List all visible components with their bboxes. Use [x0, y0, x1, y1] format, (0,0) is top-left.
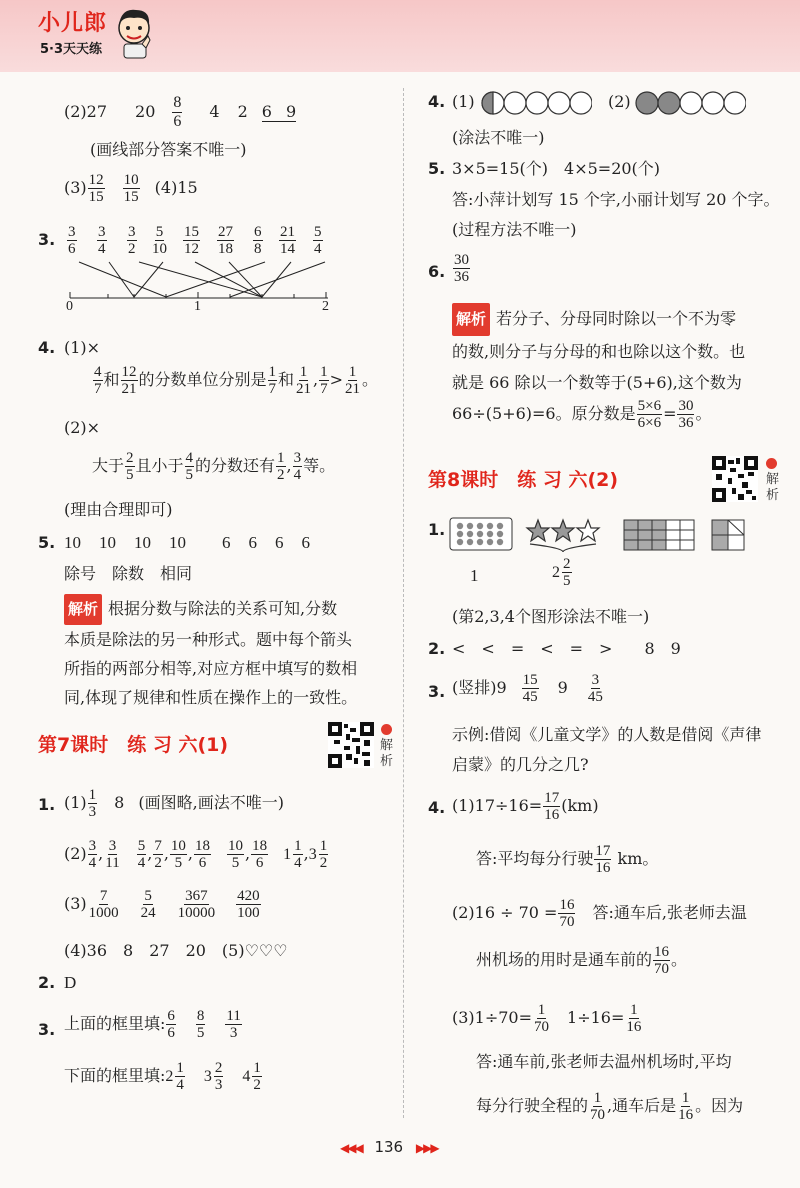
r8-q4-answer1: 答:平均每分行驶 $\frac{17}{16}$ km。 — [476, 843, 659, 876]
circles-group-1 — [480, 90, 592, 116]
mascot-icon — [114, 6, 154, 62]
r8-q4-part1: (1)17÷16= $\frac{17}{16}$ (km) — [452, 790, 599, 823]
l7-q1-part3: (3) $\frac{7}{1000}$ $\frac{5}{24}$ $\frac{367}{10000}$ $\frac{420}{100}$ — [64, 888, 260, 921]
right-analysis: 解析 若分子、分母同时除以一个不为零 的数,则分子与分母的和也除以这个数。也 就是 66 除以一个数等于(5+6),这个数为 66÷(5+6)=6。原分数是 $\frac{5\times 6}{6\times 6}$ = $\frac{30}{36}$ 。 — [452, 303, 745, 431]
r8-q4-part2-cont: 州机场的用时是通车前的 $\frac{16}{70}$ 。 — [476, 944, 688, 977]
q4-note: (理由合理即可) — [64, 500, 173, 519]
r-q5-answer: 答:小萍计划写 15 个字,小丽计划写 20 个字。 — [452, 190, 780, 209]
q5-values: 10 10 10 10 6 6 6 6 — [64, 533, 310, 552]
q3-frac: $\frac{3}{2}$ — [128, 224, 136, 257]
r-q4-part2-label: (2) — [608, 92, 631, 111]
qr-code-icon[interactable] — [328, 722, 374, 768]
r-q5-number: 5. — [428, 159, 446, 178]
q5-words: 除号 除数 相同 — [64, 564, 193, 583]
circles-group-2 — [634, 90, 746, 116]
brand-logo: 小儿郎 — [38, 11, 108, 36]
q3-frac: $\frac{27}{18}$ — [218, 224, 233, 257]
q1-figures — [446, 514, 756, 554]
r8-q4-part3: (3)1÷70= $\frac{1}{70}$ 1÷16= $\frac{1}{16}$ — [452, 1002, 642, 1035]
q2-part3: (3) $\frac{12}{15}$ $\frac{10}{15}$ (4)15 — [64, 172, 198, 205]
l7-q3-number: 3. — [38, 1020, 56, 1039]
q3-frac: $\frac{3}{6}$ — [68, 224, 76, 257]
r8-q3-example: 示例:借阅《儿童文学》的人数是借阅《声律 — [452, 725, 762, 744]
r8-q4-part2: (2)16 ÷ 70 = $\frac{16}{70}$ 答:通车后,张老师去温 — [452, 897, 747, 930]
q4-part2: (2)× — [64, 418, 101, 437]
l7-q1-part4: (4)36 8 27 20 (5)♡♡♡ — [64, 941, 288, 960]
play-icon[interactable] — [381, 724, 392, 735]
analysis-tag: 解析 — [64, 594, 102, 625]
lesson7-title: 第7课时 练 习 六(1) — [38, 734, 229, 756]
q4-number: 4. — [38, 338, 56, 357]
l7-q3-lower: 下面的框里填: 2 $\frac{1}{4}$ 3 $\frac{2}{3}$ 4 $\frac{1}{2}$ — [64, 1060, 261, 1093]
q2-part2: (2)27 20 $\frac{8}{6}$ 4 2 6 9 — [64, 94, 297, 130]
qr-label: 解 析 — [380, 738, 394, 769]
l7-q1-part1: (1) $\frac{1}{3}$ 8 (画图略,画法不唯一) — [64, 787, 284, 820]
r8-q3-number: 3. — [428, 682, 446, 701]
r8-q1-note: (第2,3,4个图形涂法不唯一) — [452, 607, 650, 626]
q3-frac: $\frac{5}{4}$ — [314, 224, 322, 257]
page-header — [0, 0, 800, 72]
r8-q3-example2: 启蒙》的几分之几? — [452, 755, 589, 774]
analysis-tag: 解析 — [452, 303, 490, 336]
page-number: 136 — [374, 1138, 404, 1156]
r-q5-eq: 3×5=15(个) 4×5=20(个) — [452, 159, 661, 178]
r-q4-number: 4. — [428, 92, 446, 111]
left-arrows-icon: ◀◀◀ — [340, 1141, 362, 1155]
l7-q1-number: 1. — [38, 795, 56, 814]
q4-line1: $\frac{4}{7}$ 和 $\frac{12}{21}$ 的分数单位分别是 $\frac{1}{7}$ 和 $\frac{1}{21}$ , $\frac{1}{7}$ > $\frac{1}{21}$ 。 — [94, 364, 379, 397]
tick-label: 2 — [322, 299, 329, 314]
r8-q4-number: 4. — [428, 798, 446, 817]
r-q5-note: (过程方法不唯一) — [452, 220, 577, 239]
right-arrows-icon: ▶▶▶ — [415, 1141, 438, 1155]
q3-number: 3. — [38, 230, 56, 249]
r8-q4-answer3: 答:通车前,张老师去温州机场时,平均 — [476, 1052, 732, 1071]
qr-label: 解 析 — [766, 472, 780, 503]
r-q6-answer: $\frac{30}{36}$ — [454, 252, 469, 285]
r8-q2-number: 2. — [428, 639, 446, 658]
r8-q1-a2: 2 $\frac{2}{5}$ — [552, 556, 571, 589]
l7-q2-number: 2. — [38, 973, 56, 992]
q3-frac: $\frac{5}{10}$ — [152, 224, 167, 257]
tick-label: 1 — [194, 299, 201, 314]
q4-line2: 大于 $\frac{2}{5}$ 且小于 $\frac{4}{5}$ 的分数还有 $\frac{1}{2}$ , $\frac{3}{4}$ 等。 — [92, 450, 336, 483]
r8-q4-answer3-cont: 每分行驶全程的 $\frac{1}{70}$ ,通车后是 $\frac{1}{16}$ 。因为 — [476, 1090, 744, 1123]
r8-q2-answer: < < = < = > 8 9 — [452, 639, 681, 658]
r8-q3-answer: (竖排)9 $\frac{15}{45}$ 9 $\frac{3}{45}$ — [452, 672, 603, 705]
q3-frac: $\frac{15}{12}$ — [184, 224, 199, 257]
q3-frac: $\frac{21}{14}$ — [280, 224, 295, 257]
r-q6-number: 6. — [428, 262, 446, 281]
l7-q3-upper: 上面的框里填: $\frac{6}{6}$ $\frac{8}{5}$ $\frac{11}{3}$ — [64, 1008, 241, 1041]
left-analysis: 解析 根据分数与除法的关系可知,分数 本质是除法的另一种形式。题中每个箭头 所指的两部分相等,对应方框中填写的数相 同,体现了规律和性质在操作上的一致性。 — [64, 594, 357, 712]
q3-frac: $\frac{3}{4}$ — [98, 224, 106, 257]
l7-q1-part2: (2) $\frac{3}{4}$ , $\frac{3}{11}$ $\frac{5}{4}$ , $\frac{7}{2}$ , $\frac{10}{5}$ , $\frac{18}{6}$ $\frac{10}{5}$ , $\frac{18}{6}$ 1 $\frac{1}{4}$ , 3 $\frac{1}{2}$ — [64, 838, 328, 871]
r-q4-part1-label: (1) — [452, 92, 475, 111]
page-footer — [340, 1138, 438, 1156]
brand-subtitle: 5·3天天练 — [40, 42, 103, 57]
play-icon[interactable] — [766, 458, 777, 469]
r8-q1-number: 1. — [428, 520, 446, 539]
l7-q2-answer: D — [64, 973, 77, 992]
r8-q1-a1: 1 — [470, 566, 479, 585]
q3-frac: $\frac{6}{8}$ — [254, 224, 262, 257]
tick-label: 0 — [66, 299, 73, 314]
q5-number: 5. — [38, 533, 56, 552]
lesson8-title: 第8课时 练 习 六(2) — [428, 469, 619, 491]
q2-note: (画线部分答案不唯一) — [90, 140, 247, 159]
column-divider — [403, 88, 404, 1118]
q4-part1: (1)× — [64, 338, 101, 357]
qr-code-icon[interactable] — [712, 456, 758, 502]
r-q4-note: (涂法不唯一) — [452, 128, 545, 147]
